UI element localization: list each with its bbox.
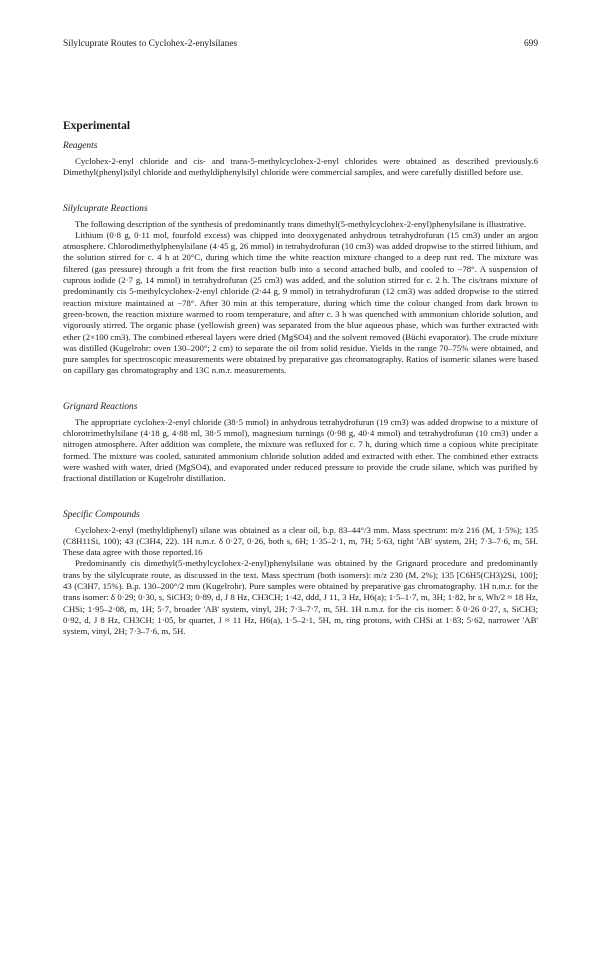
section-silylcuprate (63, 203, 538, 377)
paragraph: The appropriate cyclohex-2-enyl chloride (38·5 mmol) in anhydrous tetrahydrofuran (19 cm3) was added dropwise to a mixture of chlorotrimethylsilane (4·18 g, 4·88 ml, 38·5 mmol), magnesium turnings (0·98 g, 40·4 mmol) and tetrahydrofuran (10 cm3) under a nitrogen atmosphere. After addition was complete, the mixture was refluxed for c. 7 h, during which time a copious white precipitate formed. The mixture was cooled, saturated ammonium chloride solution added and extracted with ether. The combined ether extracts were washed with water, dried (MgSO4), and evaporated under reduced pressure to provide the crude silane, which was purified by fractional distillation or Kugelrohr distillation. (63, 416, 538, 484)
section-title-experimental: Experimental (63, 120, 131, 132)
page (63, 38, 538, 653)
paragraph: Predominantly cis dimethyl(5-methylcyclohex-2-enyl)phenylsilane was obtained by the Grignard procedure and predominantly trans by the silylcuprate route, as discussed in the text. Mass spectrum (both isomers): m/z 230 (M, 2%); 135 [C6H5(CH3)2Si, 100]; 43 (C3H7, 15%). B.p. 130–200°/2 mm (Kugelrohr). Pure samples were obtained by preparative gas chromatography. 1H n.m.r. for the trans isomer: δ 0·29; 0·30, s, SiCH3; 0·89, d, J 8 Hz, CH3CH; 1·42, ddd, J 11, 3 Hz, H6(a); 1·5–1·7, m, 3H; 1·82, br s, Wh/2 ≈ 18 Hz, CHSi; 1·95–2·08, m, 1H; 5·7, broader 'AB' system, vinyl, 2H; 7·3–7·7, m, 5H. 1H n.m.r. for the cis isomer: δ 0·26 0·27, s, SiCH3; 0·92, d, J 8 Hz, CH3CH; 1·05, br quartet, J ≈ 11 Hz, H6(a), 1·5–2·1, 5H, m, ring protons, with CHSi at 1·83; 5·62, narrower 'AB' system, vinyl, 2H; 7·3–7·6, m, 5H. (63, 558, 538, 637)
paragraph: Cyclohex-2-enyl chloride and cis- and trans-5-methylcyclohex-2-enyl chlorides were obtained as described previously.6 Dimethyl(phenyl)silyl chloride and methyldiphenylsilyl chloride were commercial samples, and were carefully distilled before use. (63, 156, 538, 178)
paragraph: The following description of the synthesis of predominantly trans dimethyl(5-methylcyclohex-2-enyl)phenylsilane is illustrative. (75, 218, 527, 229)
paragraph: Lithium (0·8 g, 0·11 mol, fourfold excess) was chipped into deoxygenated anhydrous tetrahydrofuran (15 cm3) under an argon atmosphere. Chlorodimethylphenylsilane (4·45 g, 26 mmol) in tetrahydrofuran (10 cm3) was added dropwise to the stirred lithium, and the solution stirred for c. 4 h at 20°C, during which time the white reaction mixture changed to a deep rust red. The mixture was filtered (gas pressure) through a frit from the first reaction bulb into a second attached bulb, and cooled to −78°. A suspension of cuprous iodide (2·7 g, 14 mmol) in tetrahydrofuran (25 cm3) was added, and the solution stirred for c. 2 h. The cis/trans mixture of predominantly cis 5-methylcyclohex-2-enyl chloride (2·44 g, 9 mmol) in tetrahydrofuran (12 cm3) was added dropwise to the stirred reaction mixture maintained at −78°. After 30 min at this temperature, during which time the colour changed from dark brown to green-brown, the reaction mixture warmed to room temperature, and after c. 3 h was quenched with ammonium chloride solution, and vigorously stirred. The organic phase (yellowish green) was separated from the blue aqueous phase, which was further extracted with ether (2×100 cm3). The combined ethereal layers were dried (MgSO4) and the solvent removed (Büchi evaporator). The crude mixture was distilled (Kugelrohr: oven 130–200°; 2 cm) to separate the oil from solid residue. Yields in the range 70–75% were obtained, and pure samples for spectroscopic measurements were obtained by preparative gas chromatography. Ratios of isomeric silanes were based on capillary gas chromatography and 13C n.m.r. measurements. (63, 229, 538, 376)
subheading-specific-compounds: Specific Compounds (63, 509, 140, 520)
subheading-reagents: Reagents (63, 141, 98, 151)
running-title: Silylcuprate Routes to Cyclohex-2-enylsilanes (63, 39, 238, 49)
running-head (63, 38, 538, 50)
paragraph: Cyclohex-2-enyl (methyldiphenyl) silane was obtained as a clear oil, b.p. 83–44°/3 mm. Mass spectrum: m/z 216 (M, 1·5%); 135 (C8H11Si, 100); 43 (C3H4, 22). 1H n.m.r. δ 0·27, 0·26, both s, 6H; 1·35–2·1, m, 7H; 5·63, tight 'AB' system, 2H; 7·3–7·6, m, 5H. These data agree with those reported.16 (63, 524, 538, 558)
page-number: 699 (523, 39, 538, 49)
subheading-grignard: Grignard Reactions (63, 401, 138, 412)
subheading-silylcuprate: Silylcuprate Reactions (63, 203, 148, 214)
section-grignard (63, 401, 538, 485)
section-reagents (63, 140, 538, 179)
section-specific-compounds (63, 509, 538, 638)
